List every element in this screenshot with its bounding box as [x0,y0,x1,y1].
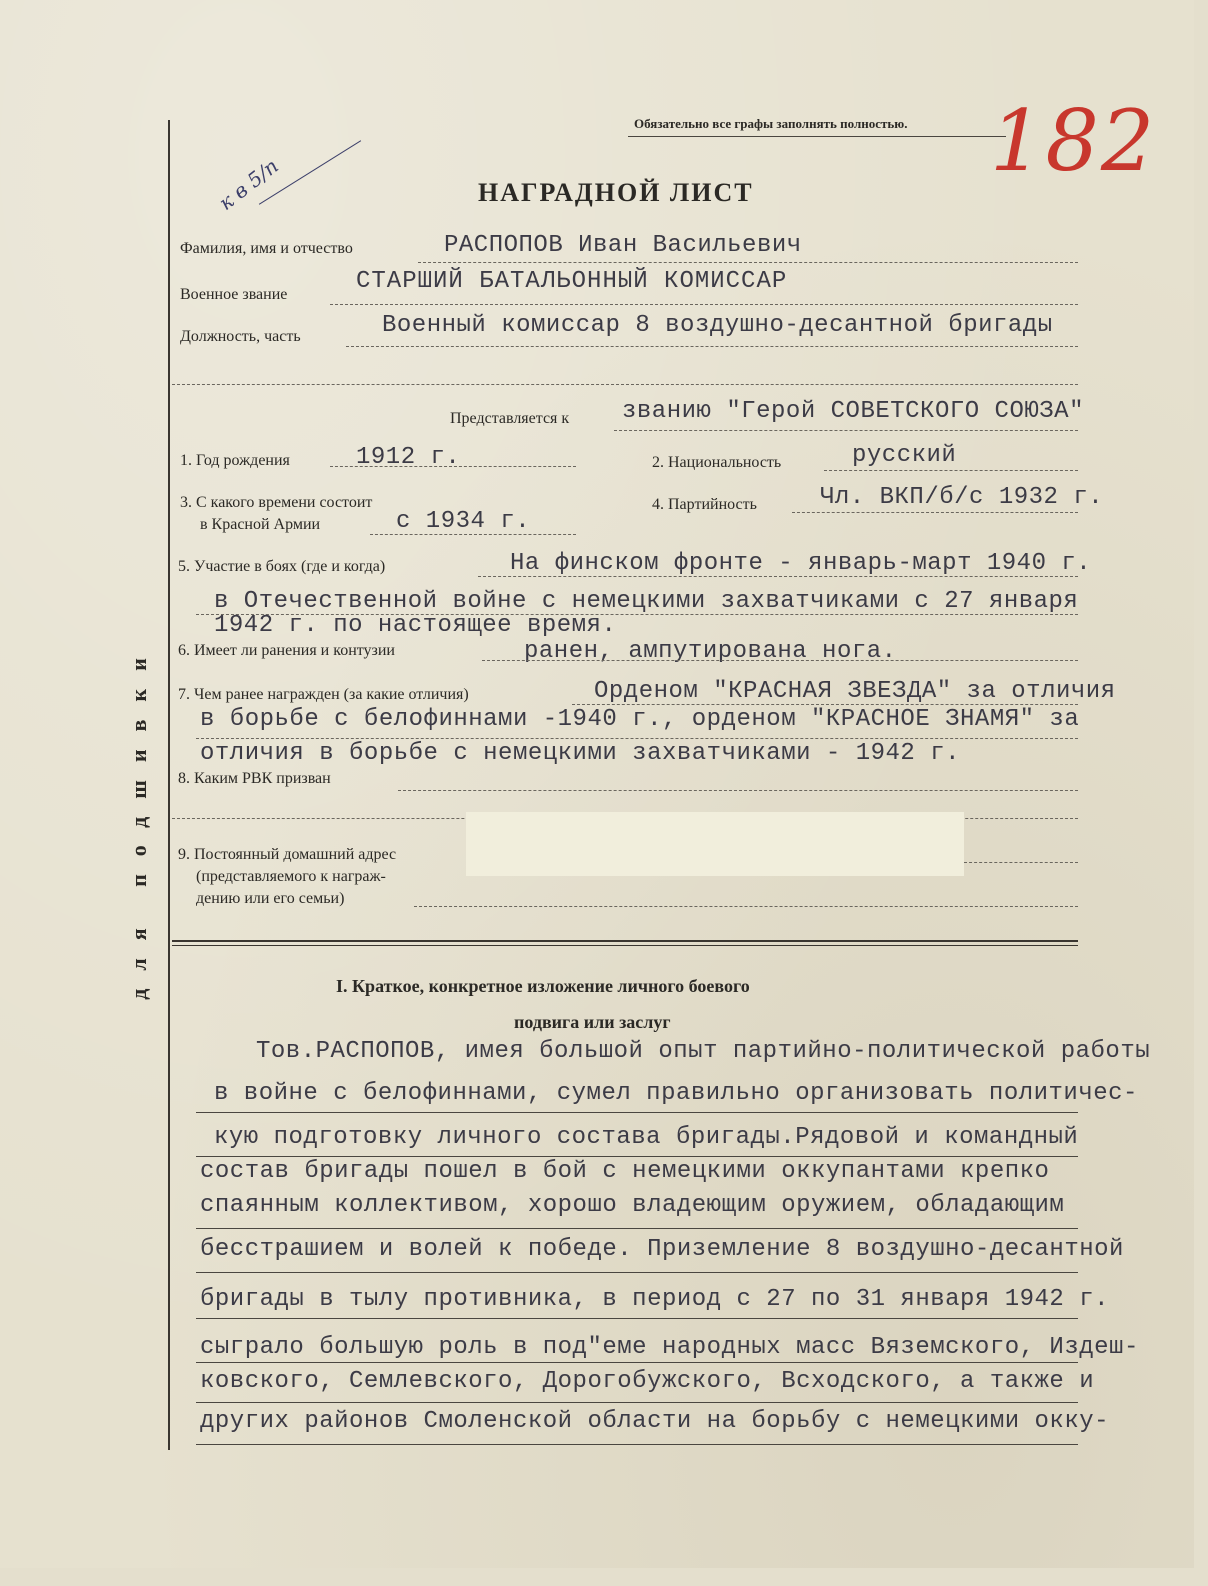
address-line [964,862,1078,863]
section-heading-1: I. Краткое, конкретное изложение личного боевого [336,976,750,996]
narrative-rule-6 [196,1362,1078,1363]
document-title: НАГРАДНОЙ ЛИСТ [478,178,754,207]
narrative-rule-1 [196,1112,1078,1113]
previous-awards-line-2: в борьбе с белофиннами -1940 г., орденом "КРАСНОЕ ЗНАМЯ" за [200,706,1080,733]
party-line [792,512,1078,513]
redacted-address [466,812,964,876]
narrative-line-9: ковского, Семлевского, Дорогобужского, Всходского, а также и [200,1368,1095,1395]
fill-instruction: Обязательно все графы заполнять полностью. [634,116,908,131]
party-value: Чл. ВКП/б/с 1932 г. [820,484,1104,511]
service-label-2: в Красной Армии [200,516,321,533]
nationality-label: 2. Национальность [652,454,782,471]
wounds-value: ранен, ампутирована нога. [524,638,897,665]
address-label-1: 9. Постоянный домашний адрес [178,846,397,863]
birth-year-line [330,466,576,467]
address-label-3: дению или его семьи) [196,890,345,907]
battles-rule-1 [478,576,1078,577]
position-label: Должность, часть [180,328,301,345]
narrative-line-1: Тов.РАСПОПОВ, имея большой опыт партийно-политической работы [256,1038,1151,1065]
rank-value: СТАРШИЙ БАТАЛЬОННЫЙ КОМИССАР [356,268,788,295]
rvk-line [398,790,1078,791]
narrative-line-8: сыграло большую роль в под"еме народных масс Вяземского, Издеш- [200,1334,1139,1361]
service-label-1: 3. С какого времени состоит [180,494,373,511]
address-label-2: (представляемого к награж- [196,868,386,885]
rank-label: Военное звание [180,286,288,303]
handwritten-sheet-number: 182 [990,92,1157,190]
award-label: Представляется к [450,410,570,427]
battles-line-2: в Отечественной войне с немецкими захватчиками с 27 января [214,588,1079,615]
binding-label-text: для подшивки [126,640,151,1000]
narrative-line-10: других районов Смоленской области на борьбу с немецкими окку- [200,1408,1110,1435]
binding-label [116,520,156,1120]
birth-year-value: 1912 г. [356,444,461,471]
birth-year-label: 1. Год рождения [180,452,290,469]
instruction-underline [628,136,1006,137]
award-value: званию "Герой СОВЕТСКОГО СОЮЗА" [622,398,1084,425]
position-line-2 [172,384,1078,385]
battles-line-1: На финском фронте - январь-март 1940 г. [510,550,1092,577]
narrative-rule-2 [196,1156,1078,1157]
party-label: 4. Партийность [652,496,757,513]
section-heading-2: подвига или заслуг [514,1012,671,1032]
narrative-line-5: спаянным коллективом, хорошо владеющим оружием, обладающим [200,1192,1065,1219]
previous-awards-line-3: отличия в борьбе с немецкими захватчиками - 1942 г. [200,740,961,767]
section-separator [172,940,1078,946]
narrative-rule-5 [196,1318,1078,1319]
address-line-2 [414,906,1078,907]
service-value: с 1934 г. [396,508,531,535]
previous-awards-label: 7. Чем ранее награжден (за какие отличия) [178,686,469,703]
narrative-line-2: в войне с белофиннами, сумел правильно организовать политичес- [214,1080,1138,1107]
wounds-label: 6. Имеет ли ранения и контузии [178,642,395,659]
narrative-line-7: бригады в тылу противника, в период с 27 по 31 января 1942 г. [200,1286,1110,1313]
margin-rule [168,120,170,1450]
narrative-rule-7 [196,1402,1078,1403]
narrative-rule-8 [196,1444,1078,1445]
position-value: Военный комиссар 8 воздушно-десантной бригады [382,312,1053,339]
narrative-rule-4 [196,1272,1078,1273]
narrative-line-6: бесстрашием и волей к победе. Приземление 8 воздушно-десантной [200,1236,1124,1263]
battles-line-3: 1942 г. по настоящее время. [214,612,617,639]
battles-label: 5. Участие в боях (где и когда) [178,558,386,575]
rvk-label: 8. Каким РВК призван [178,770,331,787]
position-line [346,346,1078,347]
name-line [418,262,1078,263]
rank-line [330,304,1078,305]
pencil-annotation: к в 5/п [214,153,283,215]
narrative-line-4: состав бригады пошел в бой с немецкими оккупантами крепко [200,1158,1050,1185]
name-value: РАСПОПОВ Иван Васильевич [444,232,802,259]
service-line [370,534,576,535]
name-label: Фамилия, имя и отчество [180,240,353,257]
narrative-rule-3 [196,1228,1078,1229]
wounds-line [482,660,1078,661]
nationality-line [824,470,1078,471]
previous-awards-line-1: Орденом "КРАСНАЯ ЗВЕЗДА" за отличия [594,678,1116,705]
previous-awards-rule-1 [572,704,1078,705]
previous-awards-rule-2 [196,738,1078,739]
award-line [614,430,1078,431]
narrative-line-3: кую подготовку личного состава бригады.Рядовой и командный [214,1124,1079,1151]
nationality-value: русский [852,442,957,469]
